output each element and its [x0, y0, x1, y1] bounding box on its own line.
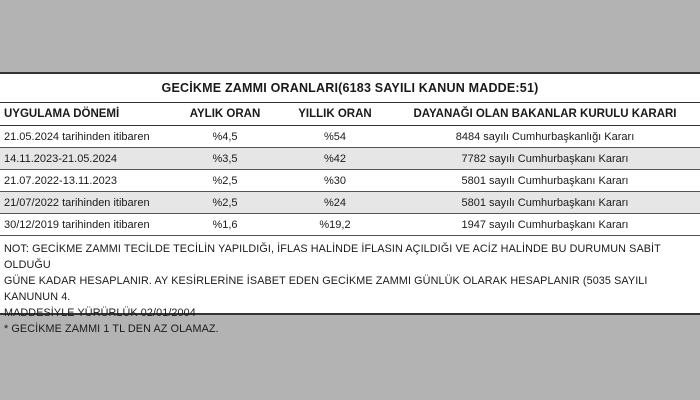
table-row	[0, 214, 700, 236]
cell-annual-rate: %24	[280, 192, 390, 214]
column-header-annual-rate: YILLIK ORAN	[280, 103, 390, 126]
cell-monthly-rate: %4,5	[170, 126, 280, 148]
cell-period: 30/12/2019 tarihinden itibaren	[0, 214, 170, 236]
column-header-period: UYGULAMA DÖNEMİ	[0, 103, 170, 126]
cell-decision: 5801 sayılı Cumhurbaşkanı Kararı	[390, 170, 700, 192]
note-line: NOT: GECİKME ZAMMI TECİLDE TECİLİN YAPILDIĞI, İFLAS HALİNDE İFLASIN AÇILDIĞI VE ACİZ HALİNDE BU DURUMUN SABİT OLDUĞU	[4, 243, 661, 271]
cell-period: 21/07/2022 tarihinden itibaren	[0, 192, 170, 214]
cell-period: 21.07.2022-13.11.2023	[0, 170, 170, 192]
cell-decision: 7782 sayılı Cumhurbaşkanı Kararı	[390, 148, 700, 170]
cell-annual-rate: %30	[280, 170, 390, 192]
table-header-row	[0, 103, 700, 126]
cell-period: 14.11.2023-21.05.2024	[0, 148, 170, 170]
table-row	[0, 192, 700, 214]
cell-monthly-rate: %3,5	[170, 148, 280, 170]
table-row	[0, 170, 700, 192]
cell-annual-rate: %54	[280, 126, 390, 148]
column-header-decision: DAYANAĞI OLAN BAKANLAR KURULU KARARI	[390, 103, 700, 126]
notes-section	[0, 236, 700, 337]
note-line: MADDESİYLE YÜRÜRLÜK 02/01/2004	[4, 307, 196, 319]
note-footnote: * GECİKME ZAMMI 1 TL DEN AZ OLAMAZ.	[4, 323, 219, 335]
cell-monthly-rate: %1,6	[170, 214, 280, 236]
rates-document	[0, 72, 700, 335]
cell-monthly-rate: %2,5	[170, 192, 280, 214]
rates-table	[0, 103, 700, 236]
cell-decision: 1947 sayılı Cumhurbaşkanı Kararı	[390, 214, 700, 236]
cell-monthly-rate: %2,5	[170, 170, 280, 192]
column-header-monthly-rate: AYLIK ORAN	[170, 103, 280, 126]
document-title: GECİKME ZAMMI ORANLARI(6183 SAYILI KANUN MADDE:51)	[0, 74, 700, 103]
cell-annual-rate: %19,2	[280, 214, 390, 236]
cell-period: 21.05.2024 tarihinden itibaren	[0, 126, 170, 148]
cell-annual-rate: %42	[280, 148, 390, 170]
cell-decision: 5801 sayılı Cumhurbaşkanı Kararı	[390, 192, 700, 214]
table-row	[0, 126, 700, 148]
table-row	[0, 148, 700, 170]
cell-decision: 8484 sayılı Cumhurbaşkanlığı Kararı	[390, 126, 700, 148]
note-line: GÜNE KADAR HESAPLANIR. AY KESİRLERİNE İSABET EDEN GECİKME ZAMMI GÜNLÜK OLARAK HESAPLANIR (5035 SAYILI KANUNUN 4.	[4, 275, 648, 303]
